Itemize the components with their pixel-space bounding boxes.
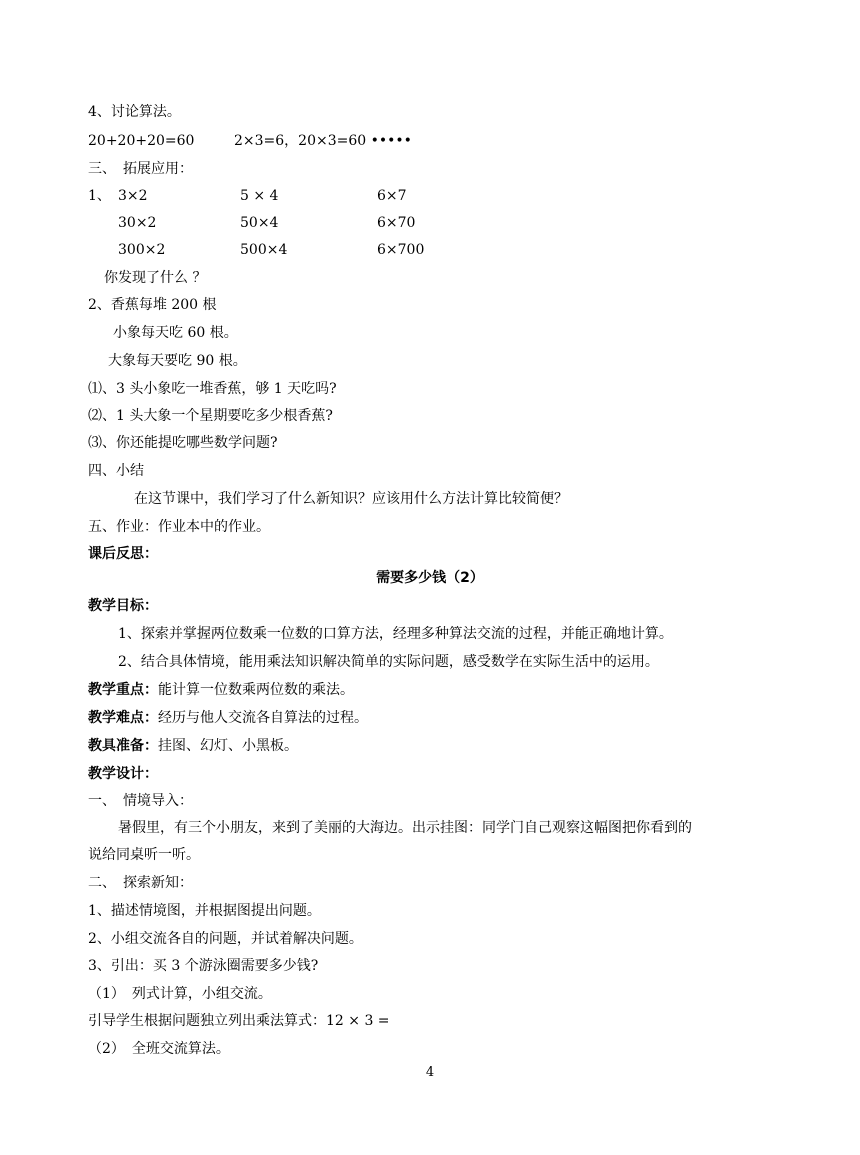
section-heading: 二、 探索新知： <box>88 875 193 891</box>
prep-text: 挂图、幻灯、小黑板。 <box>158 738 298 754</box>
lesson-title: 需要多少钱（2） <box>376 570 484 586</box>
expr: 3×2 <box>118 188 148 204</box>
paragraph: 暑假里，有三个小朋友，来到了美丽的大海边。出示挂图：同学门自己观察这幅图把你看到的 <box>118 820 692 836</box>
key-point <box>88 680 354 700</box>
key-label: 教学重点： <box>88 682 158 698</box>
calc-addition: 20+20+20=60 <box>88 133 195 149</box>
expr: 30×2 <box>118 215 157 231</box>
sub-item: （1） 列式计算，小组交流。 <box>88 986 272 1002</box>
difficulty-label: 教学难点： <box>88 710 158 726</box>
page-number: 4 <box>425 1065 435 1080</box>
reflection-label: 课后反思： <box>88 546 158 562</box>
question: ⑶、你还能提吃哪些数学问题? <box>88 435 278 451</box>
question: ⑴、3 头小象吃一堆香蕉，够 1 天吃吗? <box>88 381 337 397</box>
section-heading: 三、 拓展应用： <box>88 161 193 177</box>
list-item: 2、小组交流各自的问题，并试着解决问题。 <box>88 931 363 947</box>
exercise-line: 大象每天要吃 90 根。 <box>108 353 247 369</box>
list-item: 3、引出：买 3 个游泳圈需要多少钱? <box>88 958 319 974</box>
exercise-line: 小象每天吃 60 根。 <box>113 325 238 341</box>
section-heading: 4、讨论算法。 <box>88 104 181 120</box>
paragraph: 在这节课中，我们学习了什么新知识？应该用什么方法计算比较简便？ <box>134 491 568 507</box>
expr: 500×4 <box>240 242 288 258</box>
paragraph: 引导学生根据问题独立列出乘法算式：12 × 3 = <box>88 1013 390 1029</box>
exercise-number: 1、 <box>88 188 111 204</box>
section-heading: 四、小结 <box>88 463 144 479</box>
difficulty-text: 经历与他人交流各自算法的过程。 <box>158 710 368 726</box>
goal-item: 1、探索并掌握两位数乘一位数的口算方法，经理多种算法交流的过程，并能正确地计算。 <box>118 626 673 642</box>
expr: 5 × 4 <box>240 188 279 204</box>
key-text: 能计算一位数乘两位数的乘法。 <box>158 682 354 698</box>
preparation <box>88 736 298 756</box>
expr: 50×4 <box>240 215 279 231</box>
prep-label: 教具准备： <box>88 738 158 754</box>
goals-label: 教学目标： <box>88 598 158 614</box>
design-label: 教学设计： <box>88 766 158 782</box>
calc-multiplication: 2×3=6，20×3=60 ••••• <box>234 133 412 149</box>
expr: 6×7 <box>377 188 407 204</box>
question: 你发现了什么 ？ <box>104 270 207 286</box>
expr: 300×2 <box>118 242 166 258</box>
sub-item: （2） 全班交流算法。 <box>88 1041 230 1057</box>
list-item: 1、描述情境图，并根据图提出问题。 <box>88 903 321 919</box>
expr: 6×700 <box>377 242 425 258</box>
expr: 6×70 <box>377 215 416 231</box>
section-heading: 一、 情境导入： <box>88 793 193 809</box>
question: ⑵、1 头大象一个星期要吃多少根香蕉? <box>88 408 333 424</box>
difficulty <box>88 708 368 728</box>
exercise-line: 2、香蕉每堆 200 根 <box>88 297 217 313</box>
goal-item: 2、结合具体情境，能用乘法知识解决简单的实际问题，感受数学在实际生活中的运用。 <box>118 654 659 670</box>
paragraph: 说给同桌听一听。 <box>88 847 200 863</box>
section-heading: 五、作业：作业本中的作业。 <box>88 519 270 535</box>
